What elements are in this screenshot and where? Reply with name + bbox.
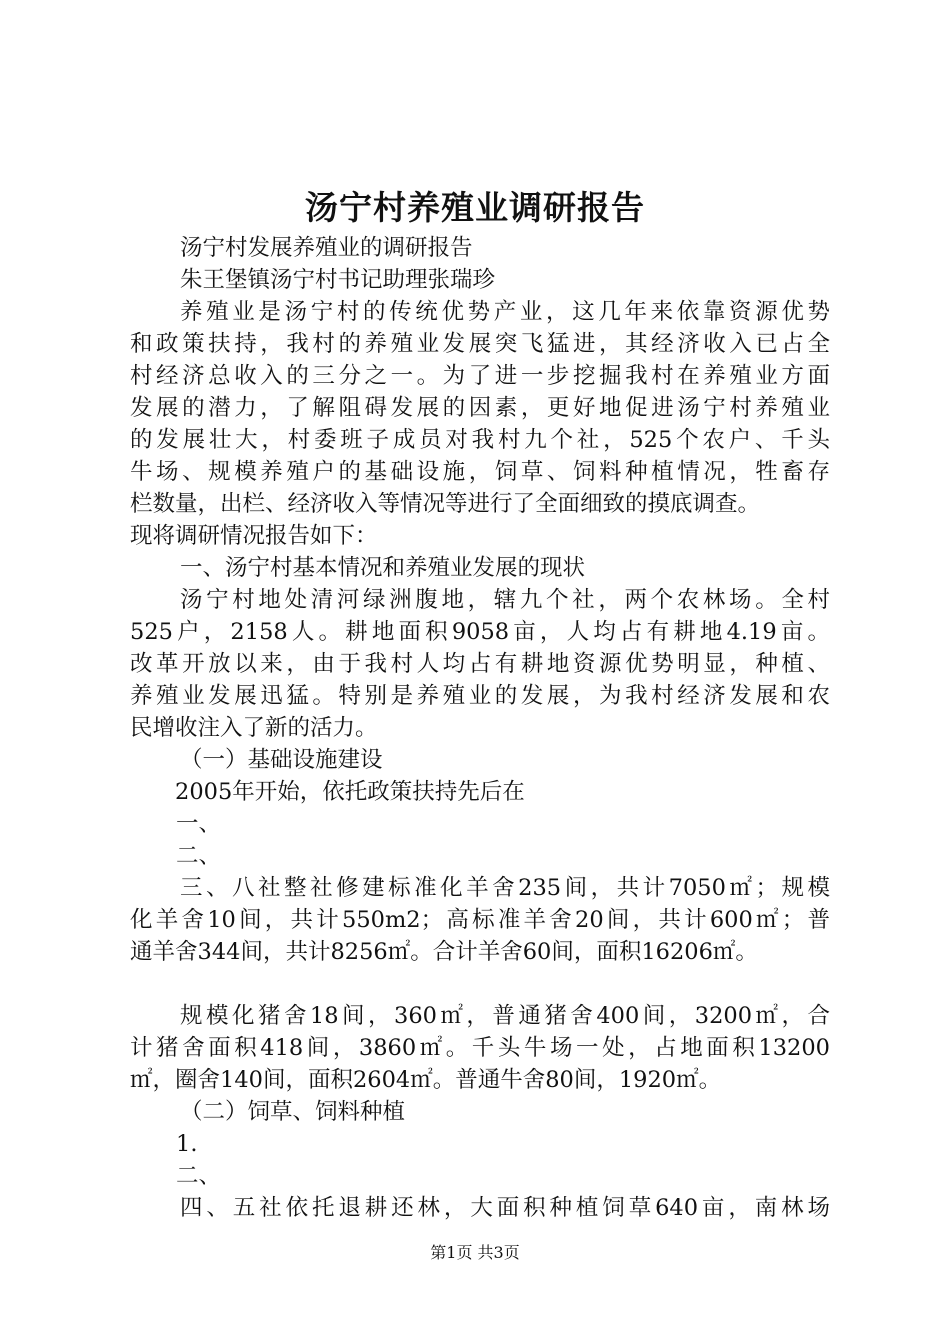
paragraph-line: 村经济总收入的三分之一。为了进一步挖掘我村在养殖业方面 [130,363,830,389]
paragraph-line: 民增收注入了新的活力。 [130,715,378,741]
paragraph-line: 汤宁村地处清河绿洲腹地，辖九个社，两个农林场。全村 [180,587,830,613]
subsection-heading: （一）基础设施建设 [180,747,383,773]
blank-line [130,968,830,1000]
paragraph-line: 525户，2158人。耕地面积9058亩，人均占有耕地4.19亩。 [130,619,830,645]
paragraph-line: 发展的潜力，了解阻碍发展的因素，更好地促进汤宁村养殖业 [130,395,830,421]
section-heading: 一、汤宁村基本情况和养殖业发展的现状 [180,555,586,581]
paragraph-line: 三、八社整社修建标准化羊舍235间，共计7050㎡；规模 [180,875,830,901]
paragraph-line: 四、五社依托退耕还林，大面积种植饲草640亩，南林场 [180,1195,830,1221]
list-item: 二、 [176,843,222,869]
paragraph-line: 的发展壮大，村委班子成员对我村九个社，525个农户、千头 [130,427,830,453]
paragraph-line: 养殖业是汤宁村的传统优势产业，这几年来依靠资源优势 [180,299,830,325]
paragraph-line: 养殖业发展迅猛。特别是养殖业的发展，为我村经济发展和农 [130,683,830,709]
paragraph-line: 改革开放以来，由于我村人均占有耕地资源优势明显，种植、 [130,651,830,677]
paragraph-line: 计猪舍面积418间，3860㎡。千头牛场一处，占地面积13200 [130,1035,830,1061]
subsection-heading: （二）饲草、饲料种植 [180,1099,406,1125]
paragraph-line: 栏数量，出栏、经济收入等情况等进行了全面细致的摸底调查。 [130,491,761,517]
document-title: 汤宁村养殖业调研报告 [305,188,645,227]
paragraph-line: 2005年开始，依托政策扶持先后在 [175,779,525,805]
paragraph-line: 化羊舍10间，共计550m2；高标准羊舍20间，共计600㎡；普 [130,907,830,933]
paragraph-line: 通羊舍344间，共计8256㎡。合计羊舍60间，面积16206㎡。 [130,939,758,965]
document-body [130,232,830,1224]
paragraph-line: ㎡，圈舍140间，面积2604㎡。普通牛舍80间，1920㎡。 [130,1067,722,1093]
paragraph-line: 现将调研情况报告如下： [130,523,378,549]
list-item: 1. [176,1131,198,1157]
author-line: 朱王堡镇汤宁村书记助理张瑞珍 [180,267,496,293]
paragraph-line: 规模化猪舍18间，360㎡，普通猪舍400间，3200㎡，合 [180,1003,830,1029]
paragraph-line: 牛场、规模养殖户的基础设施，饲草、饲料种植情况，牲畜存 [130,459,830,485]
paragraph-line: 和政策扶持，我村的养殖业发展突飞猛进，其经济收入已占全 [130,331,830,357]
page-number: 第1页 共3页 [430,1243,520,1262]
list-item: 二、 [176,1163,222,1189]
subtitle-line: 汤宁村发展养殖业的调研报告 [180,235,473,261]
list-item: 一、 [176,811,222,837]
